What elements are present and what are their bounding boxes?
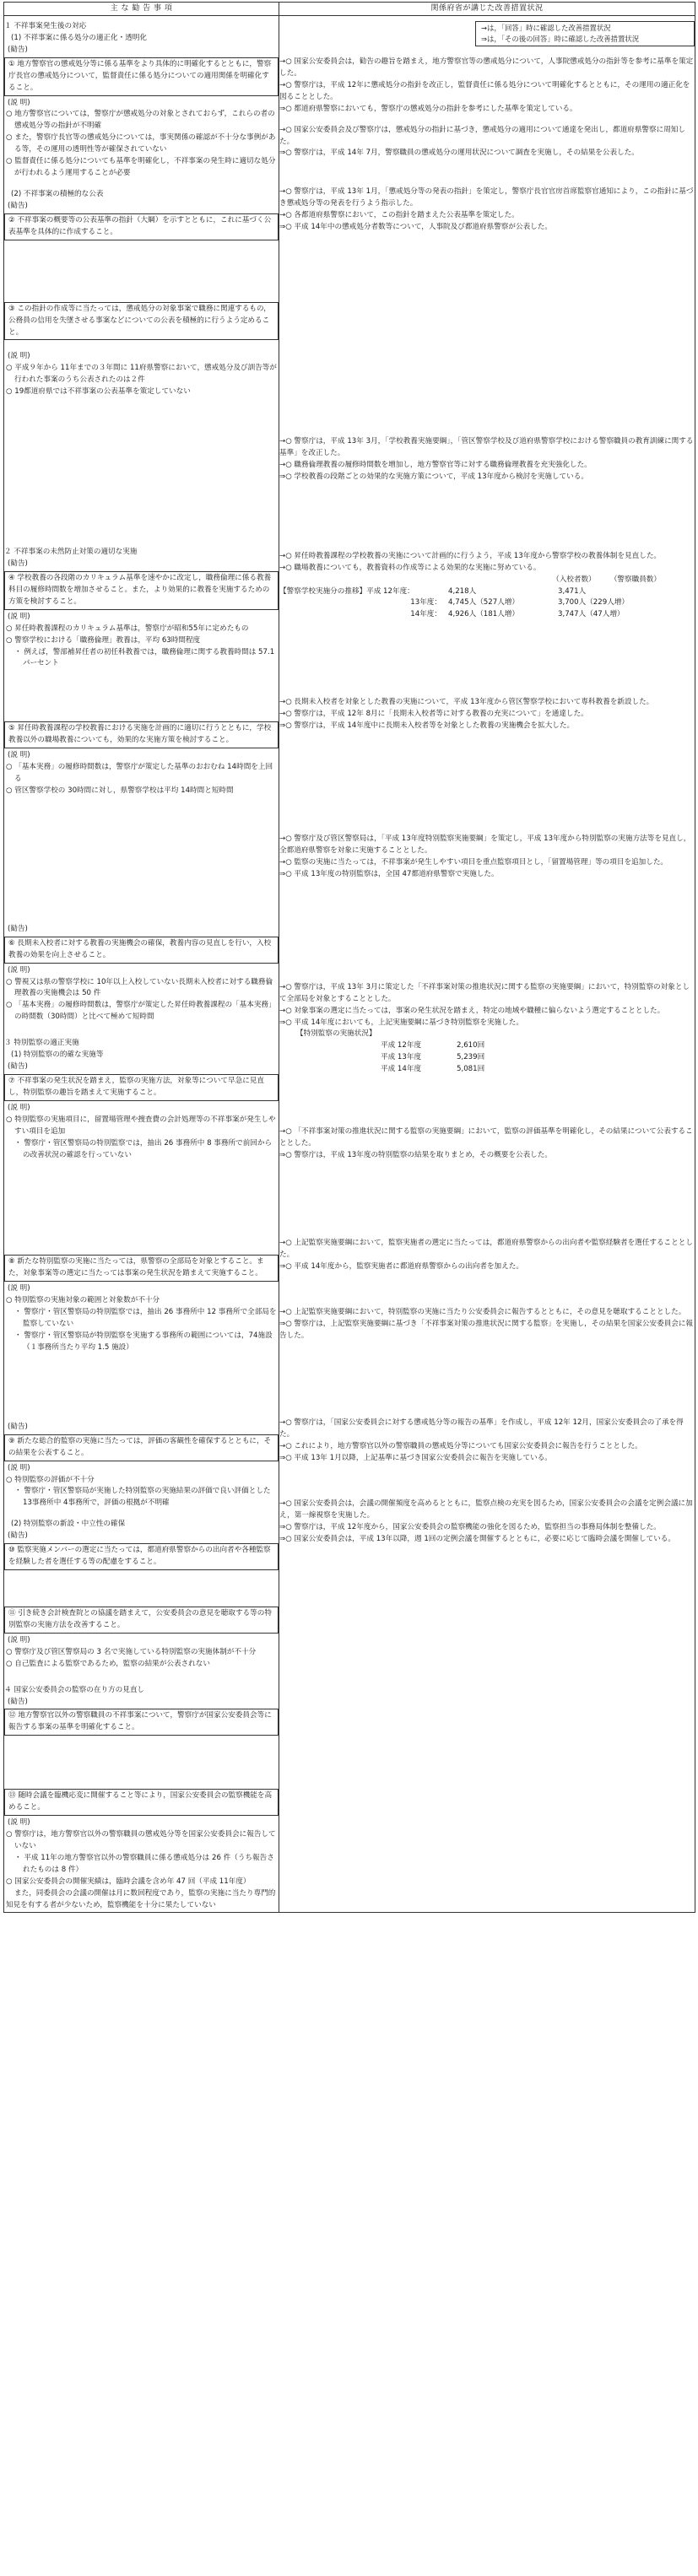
measure-item: →○ 長期未入校者を対象とした教養の実施について，平成 13年度から管区警察学校において専科教養を新設した。 [279, 698, 654, 707]
measure-item: ⇒○ 警察庁は，平成 14年度中に長期未入校者等を対象とした教養の実施機会を拡大した。 [279, 721, 575, 731]
enrollment-row [279, 586, 695, 598]
recommendation-4: ④ 学校教養の各段階のカリキュラム基準を速やかに改定し，職務倫理に係る教養科目の履修時間数を増加させること。また，より効果的に教養を実施するための方策を検討すること。 [4, 571, 279, 610]
measure-item: ⇒○ 国家公安委員会は，平成 13年以降，週 1回の定例会議を開催するとともに，必要に応じて臨時会議を開催している。 [279, 1534, 675, 1543]
section-1-title: １ 不祥事案発生後の対応 [4, 22, 87, 30]
kankoku-label: (勧告) [8, 559, 28, 569]
measure-item: ⇒○ 平成 13年 1月以降，上記基準に基づき国家公安委員会に報告を実施している。 [279, 1454, 552, 1463]
explanation-item: ○ また，警察庁長官等の懲戒処分については，事実関係の確認が不十分な事例がある等，その運用の透明性等が確保されていない [6, 133, 276, 154]
audit-table-title: 【特別監察の実施状況】 [296, 1029, 376, 1039]
audit-value: 2,610回 [457, 1041, 485, 1050]
measure-item: ⇒○ 警察庁は，平成 12年度から，国家公安委員会の監察機能の強化を図るため，監察担当の事務局体制を整備した。 [279, 1522, 661, 1531]
explanation-item: ○ 特別監察の実施項目に，留置場管理や捜査費の会計処理等の不祥事案が発生しやすい項目を追加 [6, 1115, 276, 1136]
recommendation-13: ⑬ 随時会議を臨機応変に開催すること等により，国家公安委員会の監察機能を高めること。 [4, 1789, 279, 1816]
recommendation-1: ① 地方警察官の懲戒処分等に係る基準をより具体的に明確化するとともに，警察庁長官の懲戒処分について，監督責任に係る処分についての適用関係を明確化すること。 [4, 57, 279, 96]
legend-line-followup: ⇒は，「その後の回答」時に確認した改善措置状況 [481, 35, 640, 44]
enrollment-row [279, 597, 695, 609]
setsumei-label: (説 明) [8, 1463, 30, 1472]
recommendation-8: ⑧ 新たな特別監察の実施に当たっては，県警察の全部局を対象とすること。また，対象事案等の選定に当たっては事案の発生状況を踏まえて実施すること。 [4, 1255, 279, 1282]
enrollment-value-a: 4,218人 [448, 586, 477, 596]
measure-item: →○ 警察庁は，平成 13年 1月，「懲戒処分等の発表の指針」を策定し，警察庁長官官房首席監察官通知により，この指針に基づき懲戒処分等の発表を行うよう指示した。 [279, 187, 694, 208]
audit-row [279, 1052, 695, 1064]
header-recommendations: 主 な 勧 告 事 項 [4, 3, 279, 16]
recommendation-10: ⑩ 監察実施メンバーの選定に当たっては，都道府県警察からの出向者や各種監察を経験した者を選任する等の配慮をすること。 [4, 1543, 279, 1570]
measure-item: →○ 職場教養についても，教養資料の作成等による効果的な実施に努めている。 [279, 563, 541, 572]
section-1-1-title: (1) 不祥事案に係る処分の適正化・透明化 [11, 33, 147, 42]
setsumei-label: (説 明) [8, 965, 30, 975]
left-column [4, 16, 279, 1913]
measure-item: →○ 職務倫理教養の履修時間数を増加し，地方警察官等に対する職務倫理教養を充実強化した。 [279, 460, 592, 469]
kankoku-label: (勧告) [8, 1697, 28, 1706]
kankoku-label: (勧告) [8, 1531, 28, 1541]
recommendation-6: ⑥ 長期未入校者に対する教養の実施機会の確保，教養内容の見直しを行い，入校教養の効果を向上させること。 [4, 937, 279, 964]
measure-item: →○ 「不祥事案対策の推進状況に関する監察の実施要綱」において，監察の評価基準を明確化し，その結果について公表することとした。 [279, 1127, 693, 1148]
legend-box [475, 21, 695, 46]
measure-item: →○ 警察庁は，平成 12年に懲戒処分の指針を改正し，監督責任に係る処分について明確化するとともに，その運用の適正化を図ることとした。 [279, 80, 690, 101]
audit-value: 5,081回 [457, 1065, 485, 1074]
audit-row [279, 1064, 695, 1076]
measure-item: ⇒○ 平成 13年度の特別監察は，全国 47都道府県警察で実施した。 [279, 869, 499, 878]
recommendation-5: ⑤ 昇任時教養課程の学校教養における実施を計画的に適切に行うとともに，学校教養以外の職場教養についても，効果的な実施方策を検討すること。 [4, 721, 279, 748]
explanation-item: ○ 警察庁は，地方警察官以外の警察職員の懲戒処分等を国家公安委員会に報告していない [6, 1830, 276, 1850]
document-table [3, 2, 695, 1913]
explanation-item: ○ 平成９年から 11年までの３年間に 11府県警察において，懲戒処分及び訓告等が行われた事案のうち公表されたのは２件 [6, 364, 277, 385]
measure-item: ⇒○ 警察庁は，上記監察実施要綱に基づき「不祥事案対策の推進状況に関する監察」を実施し，その結果を国家公安委員会に報告した。 [279, 1319, 694, 1340]
measure-item: →○ 国家公安委員会は，勧告の趣旨を踏まえ，地方警察官等の懲戒処分について，人事院懲戒処分の指針等を参考に基準を策定した。 [279, 57, 694, 78]
section-3-title: ３ 特別監察の適正実施 [4, 1039, 79, 1048]
measure-item: ⇒○ 警察庁は，平成 13年度の特別監察の結果を取りまとめ，その概要を公表した。 [279, 1150, 552, 1159]
setsumei-label: (説 明) [8, 751, 30, 760]
measure-item: →○ 警察庁は，「国家公安委員会に対する懲戒処分等の報告の基準」を作成し，平成 12年 12月，国家公安委員会の了承を得た。 [279, 1418, 684, 1439]
kankoku-label: (勧告) [8, 1062, 28, 1072]
measure-item: ⇒○ 学校教養の段階ごとの効果的な実施方策について，平成 13年度から検討を実施している。 [279, 472, 588, 481]
audit-value: 5,239回 [457, 1053, 485, 1062]
enrollment-label: 13年度： [410, 598, 441, 608]
recommendation-12: ⑫ 地方警察官以外の警察職員の不祥事案について，警察庁が国家公安委員会等に報告する事案の基準を明確化すること。 [4, 1709, 279, 1736]
explanation-item: ○ 特別監察の実施対象の範囲と対象数が不十分 [6, 1296, 160, 1305]
measure-item: →○ 上記監察実施要綱において，特別監察の実施に当たり公安委員会に報告するとともに，その意見を聴取することとした。 [279, 1307, 686, 1316]
measure-item: →○ 警察庁は，平成 12年 8月に「長期未入校者等に対する教養の充実について」を通達した。 [279, 710, 588, 719]
measure-item: →○ これにより，地方警察官以外の警察職員の懲戒処分等についても国家公安委員会に報告を行うこととした。 [279, 1442, 642, 1451]
section-3-2-title: (2) 特別監察の新設・中立性の確保 [11, 1520, 126, 1529]
measure-item: →○ 昇任時教養課程の学校教養の実施について計画的に行うよう，平成 13年度から警察学校の教養体制を見直した。 [279, 551, 662, 560]
measure-item: →○ 対象事案の選定に当たっては，事案の発生状況を踏まえ，特定の地域や職種に偏らないよう選定することとした。 [279, 1006, 665, 1015]
section-4-title: ４ 国家公安委員会の監察の在り方の見直し [4, 1685, 145, 1694]
explanation-subitem: ・ 平成 11年の地方警察官以外の警察職員に係る懲戒処分は 26 件（うち報告されたものは 8 件） [14, 1853, 274, 1874]
explanation-item: ○ 警察学校における「職務倫理」教養は，平均 63時間程度 [6, 635, 201, 645]
setsumei-label: (説 明) [8, 1635, 30, 1644]
section-2-title: ２ 不祥事案の未然防止対策の適切な実施 [4, 548, 138, 557]
explanation-item: ○ 「基本実務」の履修時間数は，警察庁が策定した昇任時教養課程の「基本実務」の時間数（30時間）と比べて極めて短時間 [6, 1001, 276, 1022]
setsumei-label: (説 明) [8, 1284, 30, 1293]
setsumei-label: (説 明) [8, 98, 30, 107]
recommendation-2: ② 不祥事案の概要等の公表基準の指針（大綱）を示すとともに，これに基づく公表基準を具体的に作成すること。 [4, 213, 279, 240]
enrollment-value-a: 4,745人（527人増） [448, 598, 519, 608]
kankoku-label: (勧告) [8, 201, 28, 210]
setsumei-label: (説 明) [8, 1818, 30, 1828]
measure-item: →○ 上記監察実施要綱において，監察実施者の選定に当たっては，都道府県警察からの出向者や監察経験者を選任することとした。 [279, 1238, 693, 1259]
kankoku-label: (勧告) [8, 1422, 28, 1431]
audit-year: 平成 13年度 [381, 1053, 422, 1062]
explanation-item: ○ 「基本実務」の履修時間数は，警察庁が策定した基準のおおむね 14時間を上回る [6, 763, 273, 784]
explanation-item: ○ 地方警察官については，警察庁が懲戒処分の対象とされておらず，これらの者の懲戒処分等の指針が不明確 [6, 110, 275, 131]
enrollment-value-b: 3,700人（229人増） [558, 598, 629, 608]
section-3-1-title: (1) 特別監察の的確な実施等 [11, 1050, 104, 1060]
explanation-subitem: ・ 警察庁・管区警察局が実施した特別監察の実施結果の評価で良い評価とした 13事務所中 4事務所で，評価の根拠が不明確 [14, 1487, 271, 1508]
measure-item: →○ 警察庁は，平成 13年 3月に策定した「不祥事案対策の推進状況に関する監察の実施要綱」において，特別監察の対象として全部局を対象とすることとした。 [279, 982, 690, 1003]
measure-item: →○ 警察庁及び管区警察局は，「平成 13年度特別監察実施要綱」を策定し，平成 13年度から特別監察の実施方法等を見直し，全都道府県警察を対象に実施することとした。 [279, 834, 691, 855]
measure-item: ⇒○ 警察庁は，平成 14年 7月，警察職員の懲戒処分の運用状況について調査を実施し，その結果を公表した。 [279, 149, 639, 158]
header-measures: 関係府省が講じた改善措置状況 [279, 3, 695, 16]
enrollment-value-a: 4,926人（181人増） [448, 610, 519, 619]
measure-item: →○ 国家公安委員会は，会議の開催頻度を高めるとともに，監察点検の充実を図るため，国家公安委員会の会議を定例会議に加え，第一線視察を実施した。 [279, 1499, 693, 1520]
explanation-item: ○ 特別監察の評価が不十分 [6, 1475, 95, 1484]
enrollment-table-title: （入校者数） （警察職員数） [552, 575, 661, 584]
explanation-item: ○ 国家公安委員会の開催実績は，臨時会議を含め年 47 回（平成 11年度） [6, 1877, 251, 1886]
setsumei-label: (説 明) [8, 612, 30, 621]
explanation-item: ○ 監督責任に係る処分についても基準を明確化し，不祥事案の発生時に適切な処分が行われるよう運用することが必要 [6, 157, 276, 178]
recommendation-7: ⑦ 不祥事案の発生状況を踏まえ，監察の実施方法，対象等について早急に見直し，特別監察の趣旨を踏まえて実施すること。 [4, 1074, 279, 1101]
audit-row [279, 1040, 695, 1052]
audit-year: 平成 14年度 [381, 1065, 422, 1074]
enrollment-value-b: 3,471人 [558, 586, 587, 596]
measure-item: →○ 監察の実施に当たっては，不祥事案が発生しやすい項目を重点監察項目とし，「留置場管理」等の項目を追加した。 [279, 857, 668, 867]
explanation-subitem: ・ 警察庁・管区警察局の特別監察では，抽出 26 事務所中 12 事務所で全部局を監察していない [14, 1308, 277, 1329]
kankoku-label: (勧告) [8, 924, 28, 933]
measure-item: →○ 警察庁は，平成 13年 3月，「学校教養実施要綱」，「管区警察学校及び道府県警察学校における警察職員の教育訓練に関する基準」を改正した。 [279, 437, 694, 458]
explanation-item: ○ 昇任時教養課程のカリキュラム基準は，警察庁が昭和55年に定めたもの [6, 624, 249, 633]
measure-item: ⇒○ 平成 14年度から，監察実施者に都道府県警察からの出向者を加えた。 [279, 1261, 523, 1271]
enrollment-value-b: 3,747人（47人増） [558, 610, 625, 619]
explanation-item: ○ 警察庁及び管区警察局の 3 名で実施している特別監察の実施体制が不十分 [6, 1647, 257, 1656]
enrollment-label: 【警察学校実施分の推移】平成 12年度： [279, 586, 414, 596]
legend-line-answer: →は，「回答」時に確認した改善措置状況 [481, 24, 611, 32]
measure-item: ⇒○ 平成 14年度においても，上記実施要綱に基づき特別監察を実施した。 [279, 1018, 523, 1027]
measure-item: →○ 国家公安委員会及び警察庁は，懲戒処分の指針に基づき，懲戒処分の適用について通達を発出し，都道府県警察に周知した。 [279, 125, 685, 146]
measure-item: ⇒○ 都道府県警察においても，警察庁の懲戒処分の指針を参考にした基準を策定している。 [279, 104, 577, 113]
right-column [279, 16, 695, 1913]
measure-item: ⇒○ 平成 14年中の懲戒処分者数等について，人事院及び都道府県警察が公表した。 [279, 223, 552, 232]
measure-item: →○ 各都道府県警察において，この指針を踏まえた公表基準を策定した。 [279, 211, 519, 220]
explanation-item: ○ 警視又は県の警察学校に 10年以上入校していない長期未入校者に対する職務倫理教養の実施機会は 50 件 [6, 977, 273, 998]
recommendation-9: ⑨ 新たな総合的監察の実施に当たっては，評価の客観性を確保するとともに，その結果を公表すること。 [4, 1434, 279, 1461]
enrollment-row [279, 609, 695, 621]
recommendation-11: ⑪ 引き続き会計検査院との協議を踏まえて，公安委員会の意見を聴取する等の特別監察の実施方法を改善すること。 [4, 1607, 279, 1634]
enrollment-label: 14年度： [410, 610, 441, 619]
explanation-continuation: また，同委員会の会議の開催は月に数回程度であり，監察の実施に当たり専門的知見を有する者が少ないため，監察機能を十分に果たしていない [6, 1888, 276, 1909]
explanation-item: ○ 19都道府県では不祥事案の公表基準を策定していない [6, 387, 191, 397]
setsumei-label: (説 明) [8, 1103, 30, 1112]
recommendation-3: ③ この指針の作成等に当たっては，懲戒処分の対象事案で職務に関連するもの，公務員の信用を失墜させる事案などについての公表を積極的に行うよう定めること。 [4, 302, 279, 341]
explanation-subitem: ・ 例えば，警部補昇任者の初任科教養では，職務倫理に関する教養時間は 57.1 パーセント [14, 647, 275, 668]
explanation-subitem: ・ 警察庁・管区警察局が特別監察を実施する事務所の範囲については，74施設（１事務所当たり平均 1.5 施設） [14, 1331, 273, 1352]
explanation-item: ○ 自己監査による監察であるため，監察の結果が公表されない [6, 1659, 210, 1668]
section-1-2-title: (2) 不祥事案の積極的な公表 [11, 189, 104, 198]
kankoku-label: (勧告) [8, 45, 28, 54]
explanation-item: ○ 管区警察学校の 30時間に対し，県警察学校は平均 14時間と短時間 [6, 786, 234, 795]
setsumei-label: (説 明) [8, 352, 30, 361]
explanation-subitem: ・ 警察庁・管区警察局の特別監察では，抽出 26 事務所中 8 事務所で前回からの改善状況の確認を行っていない [14, 1138, 273, 1159]
audit-year: 平成 12年度 [381, 1041, 422, 1050]
